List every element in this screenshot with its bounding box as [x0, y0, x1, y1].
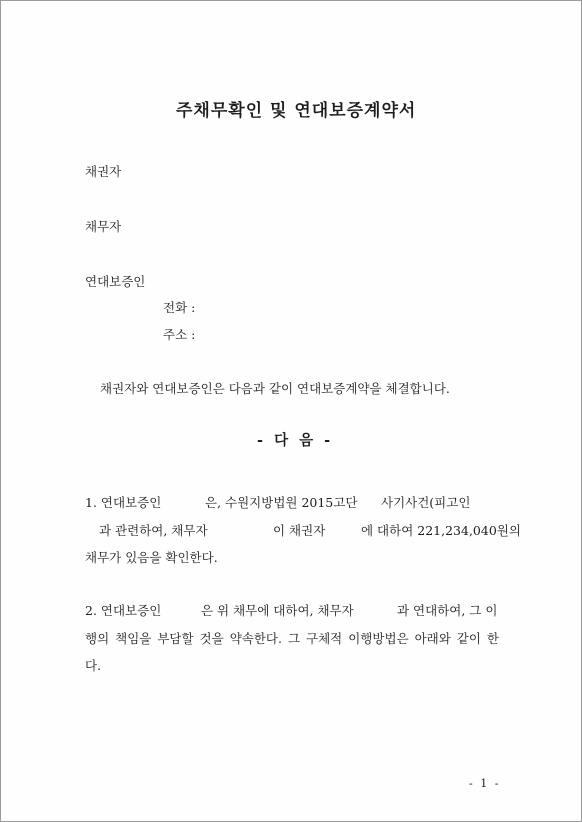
clause1-line1-end: 사기사건(피고인 — [381, 495, 471, 510]
clause1-line2-start: 과 관련하여, 채무자 — [99, 523, 208, 538]
guarantor-label: 연대보증인 — [85, 274, 146, 289]
debtor-label: 채무자 — [85, 219, 122, 234]
guarantor-address-label: 주소 : — [163, 327, 196, 342]
clause2-line3: 다. — [85, 658, 102, 673]
clause2-line1-end: 과 연대하여, 그 이 — [397, 603, 498, 618]
clause1-line3: 채무가 있음을 확인한다. — [85, 550, 218, 565]
intro-sentence: 채권자와 연대보증인은 다음과 같이 연대보증계약을 체결합니다. — [100, 381, 450, 396]
clause2-line2: 행의 책임을 부담할 것을 약속한다. 그 구체적 이행방법은 아래와 같이 한 — [85, 631, 499, 646]
clause1-line2-middle: 이 채권자 — [273, 523, 326, 538]
guarantor-phone-label: 전화 : — [163, 300, 196, 315]
page-number: - 1 - — [469, 777, 501, 790]
clause1-line2-end: 에 대하여 221,234,040원의 — [361, 523, 521, 538]
clause2-line1-middle: 은 위 채무에 대하여, 채무자 — [201, 603, 354, 618]
document-title: 주채무확인 및 연대보증계약서 — [176, 101, 417, 121]
clause1-line1-start: 1. 연대보증인 — [85, 495, 162, 510]
clause2-line1-start: 2. 연대보증인 — [85, 603, 162, 618]
section-heading: - 다 음 - — [257, 432, 334, 449]
clause1-line1-middle: 은, 수원지방법원 2015고단 — [205, 495, 358, 510]
creditor-label: 채권자 — [85, 164, 122, 179]
